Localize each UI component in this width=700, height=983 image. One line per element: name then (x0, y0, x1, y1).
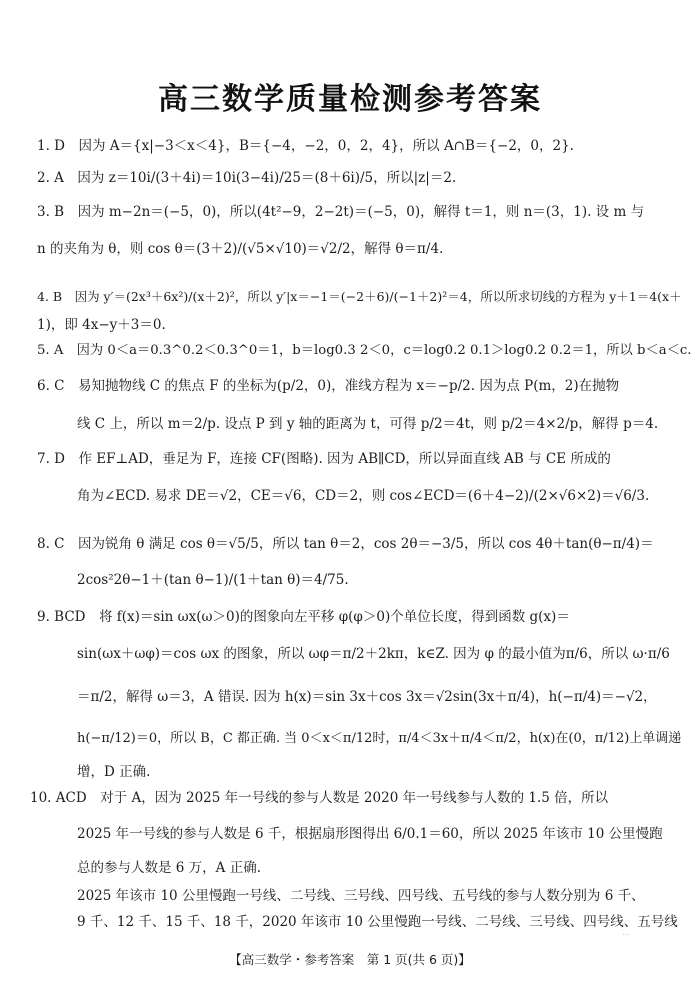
answer-7-line-1: 7. D 作 EF⊥AD，垂足为 F，连接 CF(图略). 因为 AB∥CD，所以异面直线 AB 与 CE 所成的 (37, 451, 611, 467)
answer-9-line-5: 增，D 正确. (77, 764, 151, 780)
answer-9-line-1: 9. BCD 将 f(x)＝sin ωx(ω＞0)的图象向左平移 φ(φ＞0)个单位长度，得到函数 g(x)＝ (37, 609, 570, 625)
answer-3-line-2: n 的夹角为 θ，则 cos θ＝(3＋2)/(√5×√10)＝√2/2，解得 θ＝π/4. (37, 241, 444, 257)
answer-8-line-2: 2cos²2θ−1＋(tan θ−1)/(1＋tan θ)＝4/75. (77, 572, 349, 588)
answer-10-line-5: 9 千、12 千、15 千、18 千，2020 年该市 10 公里慢跑一号线、二号线、三号线、四号线、五号线 (77, 914, 678, 930)
answer-6-line-2: 线 C 上，所以 m＝2/p. 设点 P 到 y 轴的距离为 t，可得 p/2＝4t，则 p/2＝4×2/p，解得 p＝4. (77, 416, 659, 432)
answer-10-line-4: 2025 年该市 10 公里慢跑一号线、二号线、三号线、四号线、五号线的参与人数分别为 6 千、 (77, 888, 645, 904)
corner-mark: ... (622, 928, 630, 937)
answer-5-line: 5. A 因为 0＜a＝0.3^0.2＜0.3^0＝1，b＝log0.3 2＜0，c＝log0.2 0.1＞log0.2 0.2＝1，所以 b＜a＜c. (37, 343, 692, 358)
answer-8-line-1: 8. C 因为锐角 θ 满足 cos θ＝√5/5，所以 tan θ＝2，cos 2θ＝−3/5，所以 cos 4θ＋tan(θ−π/4)＝ (37, 536, 654, 552)
answer-6-line-1: 6. C 易知抛物线 C 的焦点 F 的坐标为(p/2，0)，准线方程为 x＝−p/2. 因为点 P(m，2)在抛物 (37, 378, 620, 394)
answer-3-line-1: 3. B 因为 m−2n＝(−5，0)，所以(4t²−9，2−2t)＝(−5，0)，解得 t＝1，则 n＝(3，1). 设 m 与 (37, 204, 645, 220)
page-footer: 【高三数学・参考答案 第 1 页(共 6 页)】 (229, 952, 471, 967)
answer-9-line-2: sin(ωx＋ωφ)＝cos ωx 的图象，所以 ωφ＝π/2＋2kπ，k∈Z. 因为 φ 的最小值为π/6，所以 ω·π/6 (77, 646, 670, 662)
answer-9-line-3: ＝π/2，解得 ω＝3，A 错误. 因为 h(x)＝sin 3x＋cos 3x＝√2sin(3x＋π/4)，h(−π/4)＝−√2， (77, 689, 657, 705)
answer-1-line: 1. D 因为 A＝{x|−3＜x＜4}，B＝{−4，−2，0，2，4}，所以 A∩B＝{−2，0，2}. (37, 138, 574, 154)
answer-4-line-2: 1)，即 4x−y＋3＝0. (37, 317, 166, 333)
answer-7-line-2: 角为∠ECD. 易求 DE＝√2，CE＝√6，CD＝2，则 cos∠ECD＝(6＋4−2)/(2×√6×2)＝√6/3. (77, 488, 650, 504)
answer-10-line-3: 总的参与人数是 6 万，A 正确. (77, 860, 262, 876)
answer-2-line: 2. A 因为 z＝10i/(3＋4i)＝10i(3−4i)/25＝(8＋6i)/5，所以|z|＝2. (37, 170, 457, 186)
answer-9-line-4: h(−π/12)＝0，所以 B，C 都正确. 当 0＜x＜π/12时，π/4＜3x＋π/4＜π/2，h(x)在(0，π/12)上单调递 (77, 731, 682, 746)
answer-4-line-1: 4. B 因为 y′＝(2x³＋6x²)/(x＋2)²，所以 y′|x＝−1＝(−2＋6)/(−1＋2)²＝4，所以所求切线的方程为 y＋1＝4(x＋ (37, 289, 682, 304)
answer-10-line-2: 2025 年一号线的参与人数是 6 千，根据扇形图得出 6/0.1＝60，所以 2025 年该市 10 公里慢跑 (77, 826, 663, 842)
page-title: 高三数学质量检测参考答案 (158, 82, 542, 117)
answer-10-line-1: 10. ACD 对于 A，因为 2025 年一号线的参与人数是 2020 年一号线参与人数的 1.5 倍，所以 (30, 790, 609, 806)
